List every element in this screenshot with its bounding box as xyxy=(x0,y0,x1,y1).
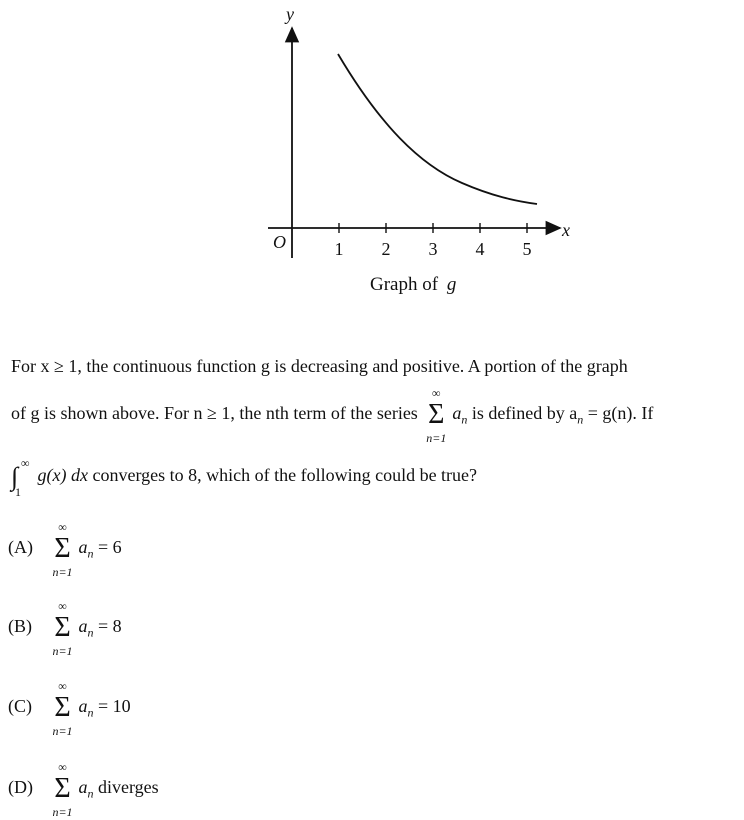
x-axis-label: x xyxy=(562,220,570,240)
y-axis-label: y xyxy=(286,4,294,24)
problem-line-2: of g is shown above. For n ≥ 1, the nth term of the series ∞ Σ n=1 $a_n$ is defined by $a_n = g(n)$. If xyxy=(11,386,654,445)
graph-caption: Graph of g xyxy=(370,274,457,295)
tick-label: 1 xyxy=(334,239,344,259)
tick-label: 4 xyxy=(475,239,485,259)
series-sigma: ∞ Σ n=1 xyxy=(426,386,447,445)
choice-b[interactable]: (B) ∞ Σ n=1 $a_n = 8$ xyxy=(8,599,122,658)
graph-of-g xyxy=(0,0,744,310)
integral-sign: ∫ ∞ 1 xyxy=(11,456,30,499)
origin-label: O xyxy=(273,232,286,252)
line3-text: converges to 8, which of the following could be true? xyxy=(92,465,478,486)
integrand: g(x) dx xyxy=(37,465,88,486)
problem-line-3 xyxy=(11,456,478,499)
curve-g xyxy=(338,54,537,204)
choice-a[interactable]: (A) ∞ Σ n=1 $a_n = 6$ xyxy=(8,520,122,579)
choice-c[interactable]: (C) ∞ Σ n=1 $a_n = 10$ xyxy=(8,679,131,738)
line2-text-a: of g is shown above. For n ≥ 1, the nth term of the series xyxy=(11,403,418,424)
tick-label: 5 xyxy=(522,239,532,259)
tick-label: 2 xyxy=(381,239,391,259)
choice-d[interactable]: (D) ∞ Σ n=1 $a_n$ diverges xyxy=(8,760,159,819)
tick-label: 3 xyxy=(428,239,438,259)
problem-line-1: For x ≥ 1, the continuous function g is decreasing and positive. A portion of the graph xyxy=(11,356,628,376)
line2-text-b: is defined by a xyxy=(471,403,578,424)
